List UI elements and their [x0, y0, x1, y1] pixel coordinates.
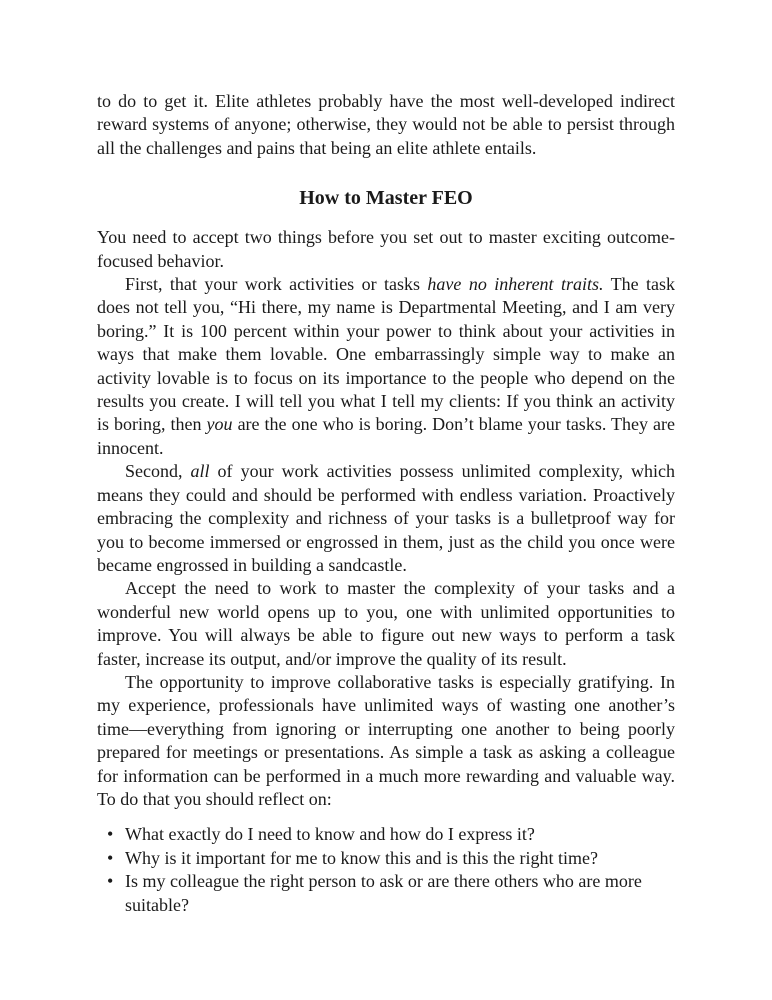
- list-item-text: What exactly do I need to know and how do I express it?: [125, 824, 535, 845]
- paragraph-2-emphasis-2: you: [206, 414, 233, 435]
- paragraph-1: You need to accept two things before you set out to master exciting outcome-focused behavior.: [97, 227, 675, 271]
- document-page: [97, 90, 675, 917]
- bullet-icon: •: [107, 824, 114, 845]
- intro-paragraph: to do to get it. Elite athletes probably have the most well-developed indirect reward systems of anyone; otherwise, they would not be able to persist through all the challenges and pains that being an elite athlete entails.: [97, 91, 675, 158]
- paragraph-2-part-b: The task does not tell you, “Hi there, my name is Departmental Meeting, and I am very boring.” It is 100 percent within your power to think about your activities in ways that make them lovable. One embarrassingly simple way to make an activity lovable is to focus on its importance to the people who depend on the results you create. I will tell you what I tell my clients: If you think an activity is boring, then: [97, 274, 675, 435]
- reflection-list: [97, 823, 675, 917]
- list-item: [97, 870, 675, 917]
- list-item-text: Is my colleague the right person to ask or are there others who are more suitable?: [125, 871, 642, 915]
- paragraph-3: [97, 460, 675, 577]
- paragraph-2: [97, 273, 675, 460]
- paragraph-3-part-b: of your work activities possess unlimited complexity, which means they could and should be performed with endless variation. Proactively embracing the complexity and richness of your tasks is a bulletproof way for you to become immersed or engrossed in them, just as the child you once were became engrossed in building a sandcastle.: [97, 461, 675, 575]
- list-item-text: Why is it important for me to know this and is this the right time?: [125, 847, 598, 868]
- paragraph-4: Accept the need to work to master the complexity of your tasks and a wonderful new world opens up to you, one with unlimited opportunities to improve. You will always be able to figure out new ways to perform a task faster, increase its output, and/or improve the quality of its result.: [97, 578, 675, 669]
- list-item: [97, 847, 675, 870]
- paragraph-3-emphasis: all: [190, 461, 210, 482]
- paragraph-2-part-a: First, that your work activities or tasks: [125, 274, 428, 295]
- paragraph-2-emphasis-1: have no inherent traits.: [427, 274, 604, 295]
- paragraph-2-part-c: are the one who is boring. Don’t blame your tasks. They are innocent.: [97, 414, 675, 458]
- paragraph-5: The opportunity to improve collaborative tasks is especially gratifying. In my experience, professionals have unlimited ways of wasting one another’s time—everything from ignoring or interrupting one another to being poorly prepared for meetings or presentations. As simple a task as asking a colleague for information can be performed in a much more rewarding and valuable way. To do that you should reflect on:: [97, 671, 675, 809]
- list-item: [97, 823, 675, 846]
- bullet-icon: •: [107, 847, 114, 868]
- bullet-icon: •: [107, 871, 114, 892]
- section-heading: How to Master FEO: [299, 187, 473, 210]
- paragraph-3-part-a: Second,: [125, 461, 191, 482]
